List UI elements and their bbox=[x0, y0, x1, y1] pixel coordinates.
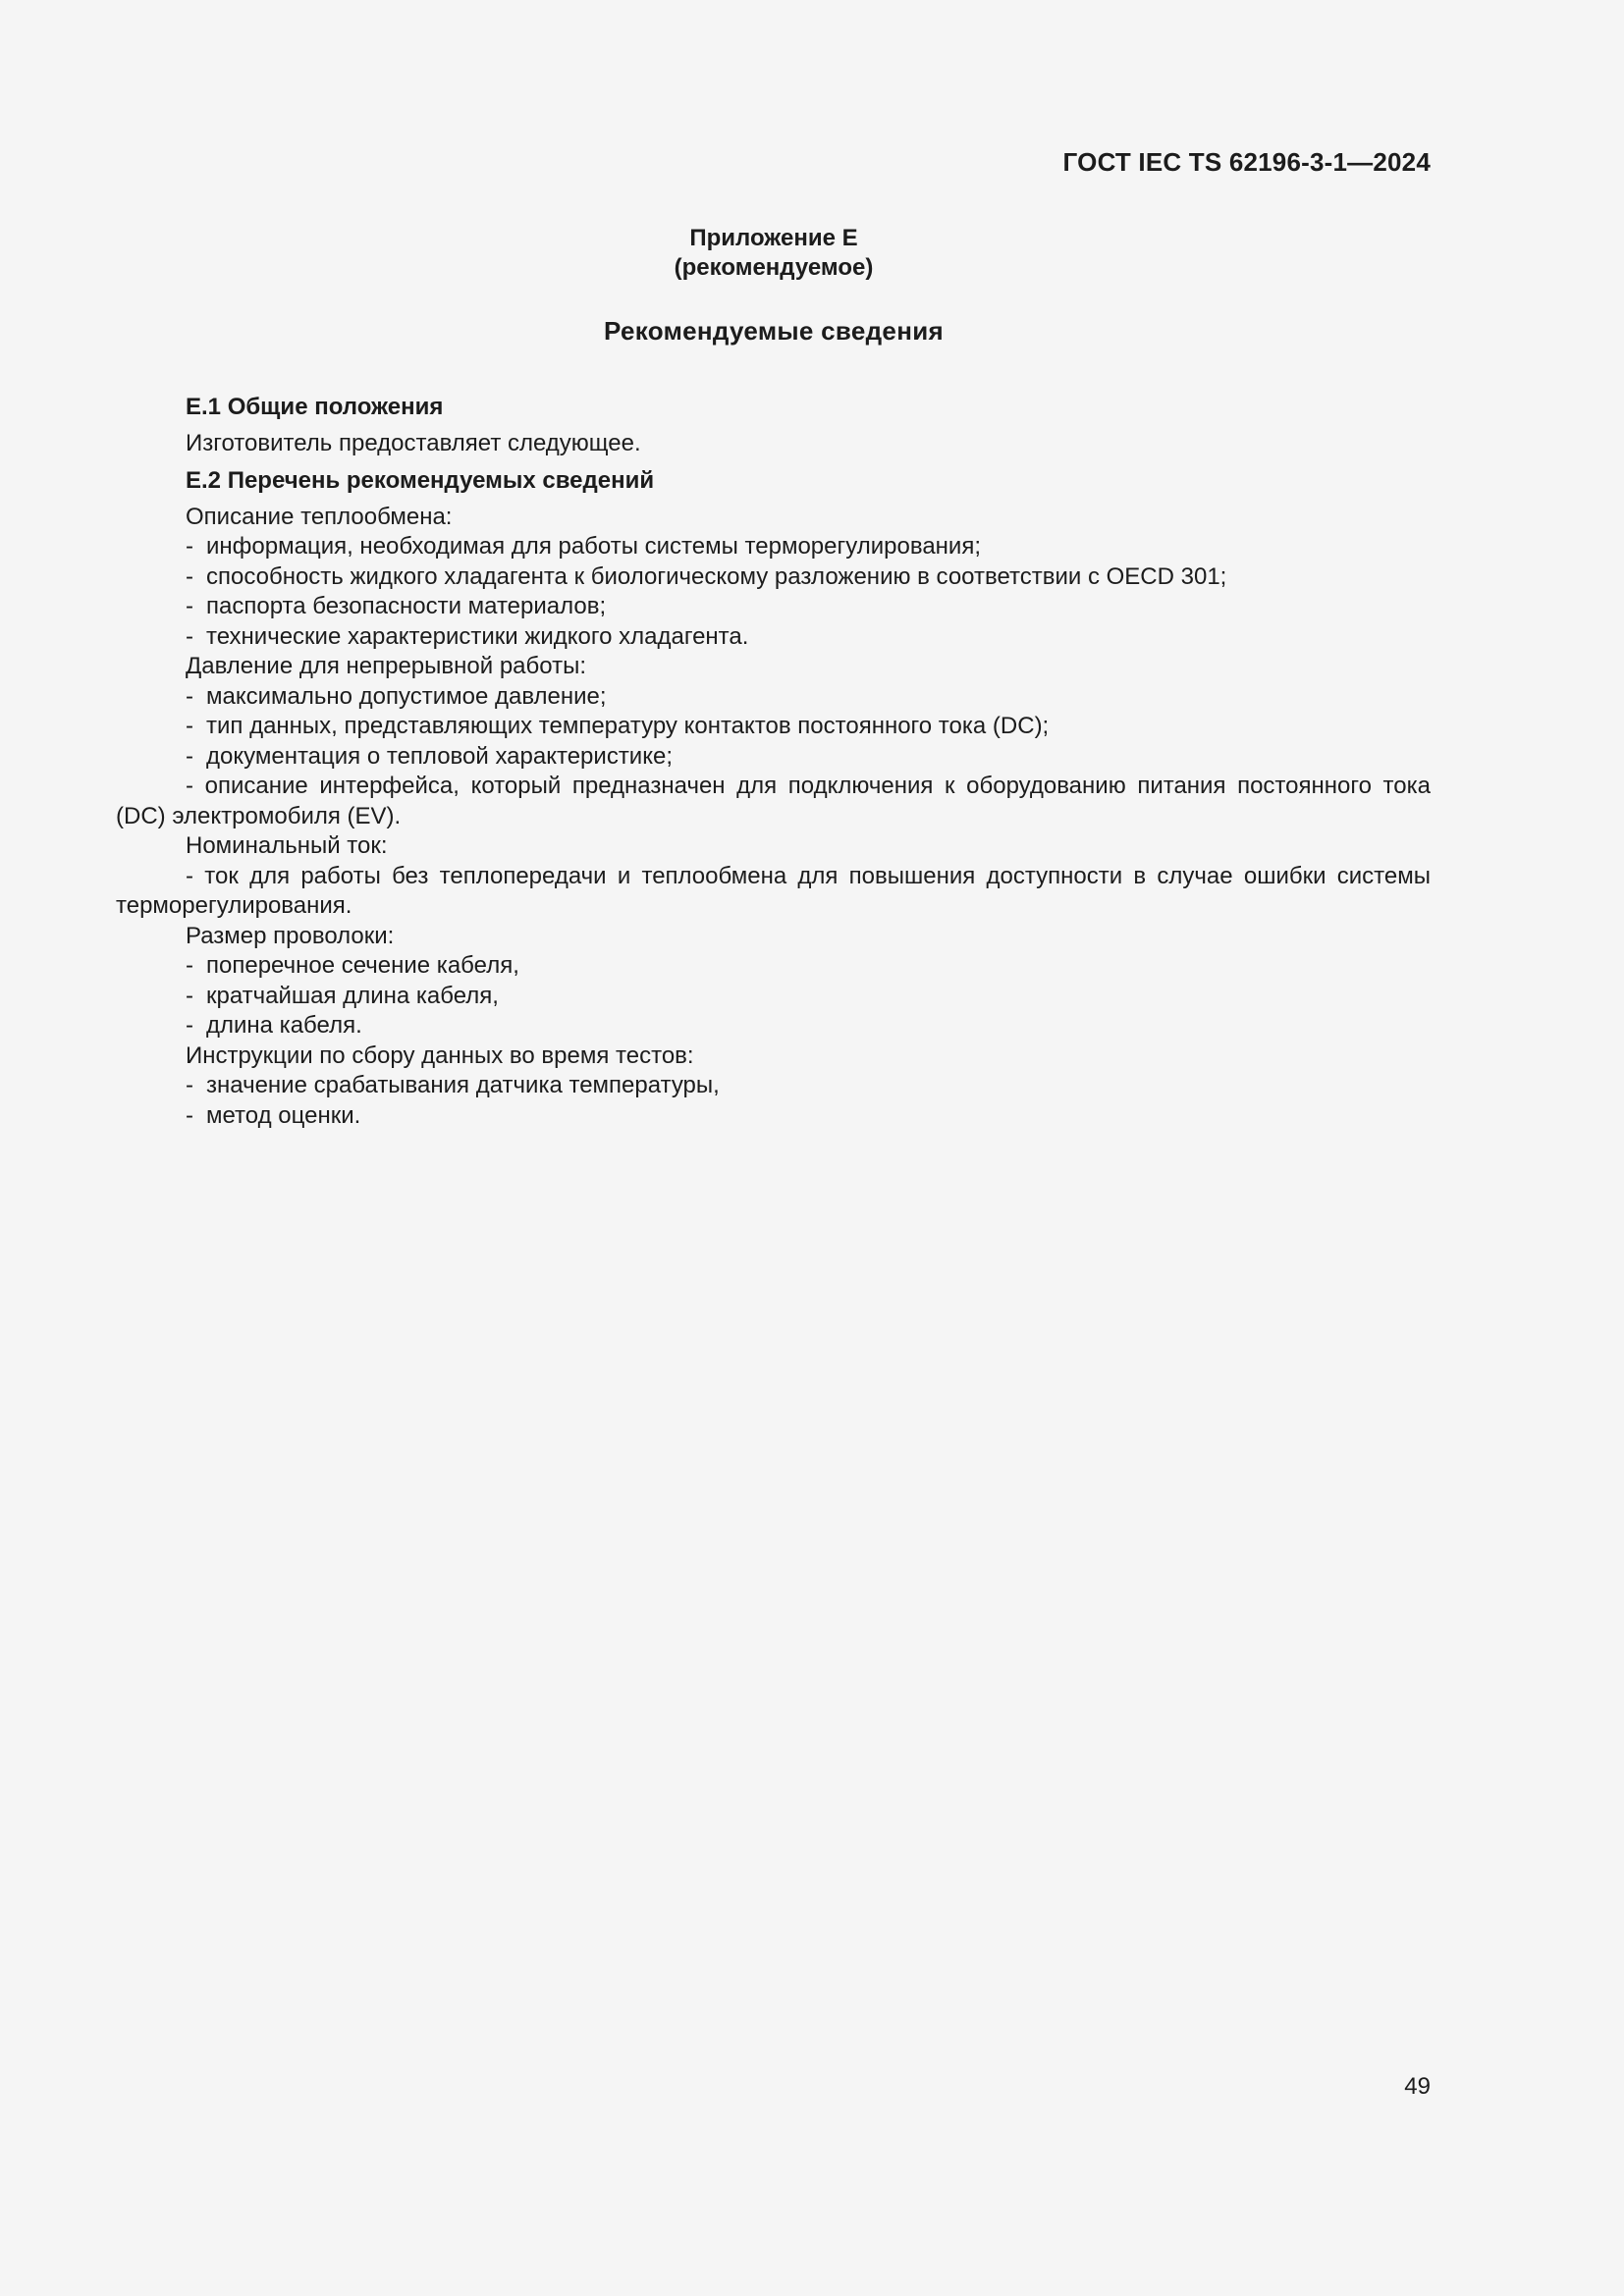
list-item-long: - описание интерфейса, который предназначен для подключения к оборудованию питания постоянного тока (DC) электромобиля (EV). bbox=[116, 773, 1431, 829]
list-item: - документация о тепловой характеристике; bbox=[186, 742, 673, 770]
instructions-label: Инструкции по сбору данных во время тестов: bbox=[186, 1041, 694, 1069]
list-item: - способность жидкого хладагента к биологическому разложению в соответствии с OECD 301; bbox=[186, 562, 1227, 590]
section-e1-text: Изготовитель предоставляет следующее. bbox=[186, 429, 641, 456]
appendix-title: Рекомендуемые сведения bbox=[604, 316, 944, 346]
list-item: - информация, необходимая для работы системы терморегулирования; bbox=[186, 533, 981, 560]
section-heading-e2: Е.2 Перечень рекомендуемых сведений bbox=[186, 467, 655, 494]
heat-exchange-label: Описание теплообмена: bbox=[186, 503, 453, 530]
list-item: - длина кабеля. bbox=[186, 1012, 362, 1039]
current-label: Номинальный ток: bbox=[186, 832, 388, 859]
document-body bbox=[116, 393, 1431, 1131]
appendix-status: (рекомендуемое) bbox=[674, 254, 874, 281]
page-number: 49 bbox=[1404, 2073, 1431, 2100]
list-item: - поперечное сечение кабеля, bbox=[186, 952, 519, 979]
list-item: - метод оценки. bbox=[186, 1101, 361, 1129]
wire-label: Размер проволоки: bbox=[186, 922, 395, 949]
pressure-label: Давление для непрерывной работы: bbox=[186, 653, 586, 679]
document-code: ГОСТ IEC TS 62196-3-1—2024 bbox=[1062, 147, 1431, 177]
section-heading-e1: Е.1 Общие положения bbox=[186, 394, 444, 420]
list-item: - максимально допустимое давление; bbox=[186, 682, 607, 710]
list-item: - тип данных, представляющих температуру контактов постоянного тока (DC); bbox=[186, 713, 1050, 739]
list-item: - паспорта безопасности материалов; bbox=[186, 593, 607, 619]
list-item: - технические характеристики жидкого хладагента. bbox=[186, 622, 749, 650]
list-item: - значение срабатывания датчика температуры, bbox=[186, 1072, 720, 1098]
appendix-heading bbox=[0, 224, 1547, 283]
list-item: - кратчайшая длина кабеля, bbox=[186, 982, 499, 1009]
appendix-label: Приложение Е bbox=[689, 225, 858, 251]
list-item-long: - ток для работы без теплопередачи и теплообмена для повышения доступности в случае ошибки системы терморегулирования. bbox=[116, 862, 1431, 919]
